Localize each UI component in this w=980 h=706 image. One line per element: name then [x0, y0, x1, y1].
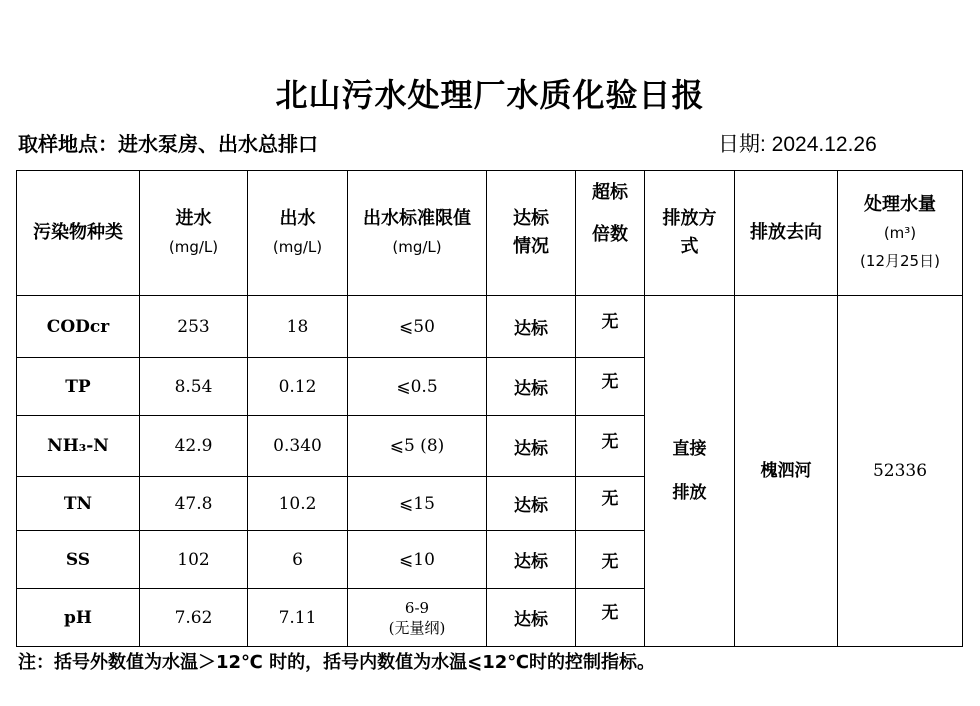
header-pollutant: 污染物种类 — [17, 171, 140, 296]
header-treated-volume: 处理水量 (m³) (12月25日) — [838, 171, 963, 296]
status-cell: 达标 — [487, 296, 576, 358]
status-cell: 达标 — [487, 416, 576, 477]
influent-cell: 42.9 — [140, 416, 248, 477]
standard-cell: ⩽10 — [348, 531, 487, 589]
table-row — [17, 296, 963, 358]
status-cell: 达标 — [487, 358, 576, 416]
status-cell: 达标 — [487, 477, 576, 531]
influent-cell: 253 — [140, 296, 248, 358]
header-effluent: 出水 (mg/L) — [248, 171, 348, 296]
influent-cell: 102 — [140, 531, 248, 589]
treated-volume-value: 52336 — [838, 296, 963, 647]
influent-cell: 7.62 — [140, 589, 248, 647]
exceed-cell: 无 — [576, 296, 645, 358]
effluent-cell: 0.12 — [248, 358, 348, 416]
standard-cell: ⩽0.5 — [348, 358, 487, 416]
standard-cell: ⩽15 — [348, 477, 487, 531]
exceed-cell: 无 — [576, 589, 645, 647]
pollutant-cell: TP — [17, 358, 140, 416]
discharge-destination-cell: 槐泗河 — [735, 296, 838, 647]
header-standard: 出水标准限值 (mg/L) — [348, 171, 487, 296]
exceed-cell: 无 — [576, 358, 645, 416]
effluent-cell: 18 — [248, 296, 348, 358]
header-influent: 进水 (mg/L) — [140, 171, 248, 296]
table-header-row — [17, 171, 963, 296]
pollutant-cell: TN — [17, 477, 140, 531]
exceed-cell: 无 — [576, 531, 645, 589]
pollutant-cell: pH — [17, 589, 140, 647]
header-compliance: 达标 情况 — [487, 171, 576, 296]
influent-cell: 47.8 — [140, 477, 248, 531]
sampling-location: 取样地点：进水泵房、出水总排口 — [18, 132, 318, 156]
influent-cell: 8.54 — [140, 358, 248, 416]
standard-cell: 6-9 (无量纲) — [348, 589, 487, 647]
effluent-cell: 10.2 — [248, 477, 348, 531]
report-date: 日期: 2024.12.26 — [718, 133, 877, 156]
footnote: 注：括号外数值为水温＞12℃ 时的，括号内数值为水温⩽12℃时的控制指标。 — [18, 652, 656, 673]
effluent-cell: 0.340 — [248, 416, 348, 477]
status-cell: 达标 — [487, 531, 576, 589]
pollutant-cell: SS — [17, 531, 140, 589]
exceed-cell: 无 — [576, 416, 645, 477]
pollutant-cell: CODcr — [17, 296, 140, 358]
effluent-cell: 6 — [248, 531, 348, 589]
header-discharge-method: 排放方 式 — [645, 171, 735, 296]
exceed-cell: 无 — [576, 477, 645, 531]
header-exceed: 超标 倍数 — [576, 171, 645, 296]
status-cell: 达标 — [487, 589, 576, 647]
effluent-cell: 7.11 — [248, 589, 348, 647]
pollutant-cell: NH₃-N — [17, 416, 140, 477]
water-quality-table — [16, 170, 963, 647]
standard-cell: ⩽50 — [348, 296, 487, 358]
header-discharge-destination: 排放去向 — [735, 171, 838, 296]
standard-cell: ⩽5 (8) — [348, 416, 487, 477]
discharge-method-cell: 直接 排放 — [645, 296, 735, 647]
report-title: 北山污水处理厂水质化验日报 — [275, 76, 705, 114]
